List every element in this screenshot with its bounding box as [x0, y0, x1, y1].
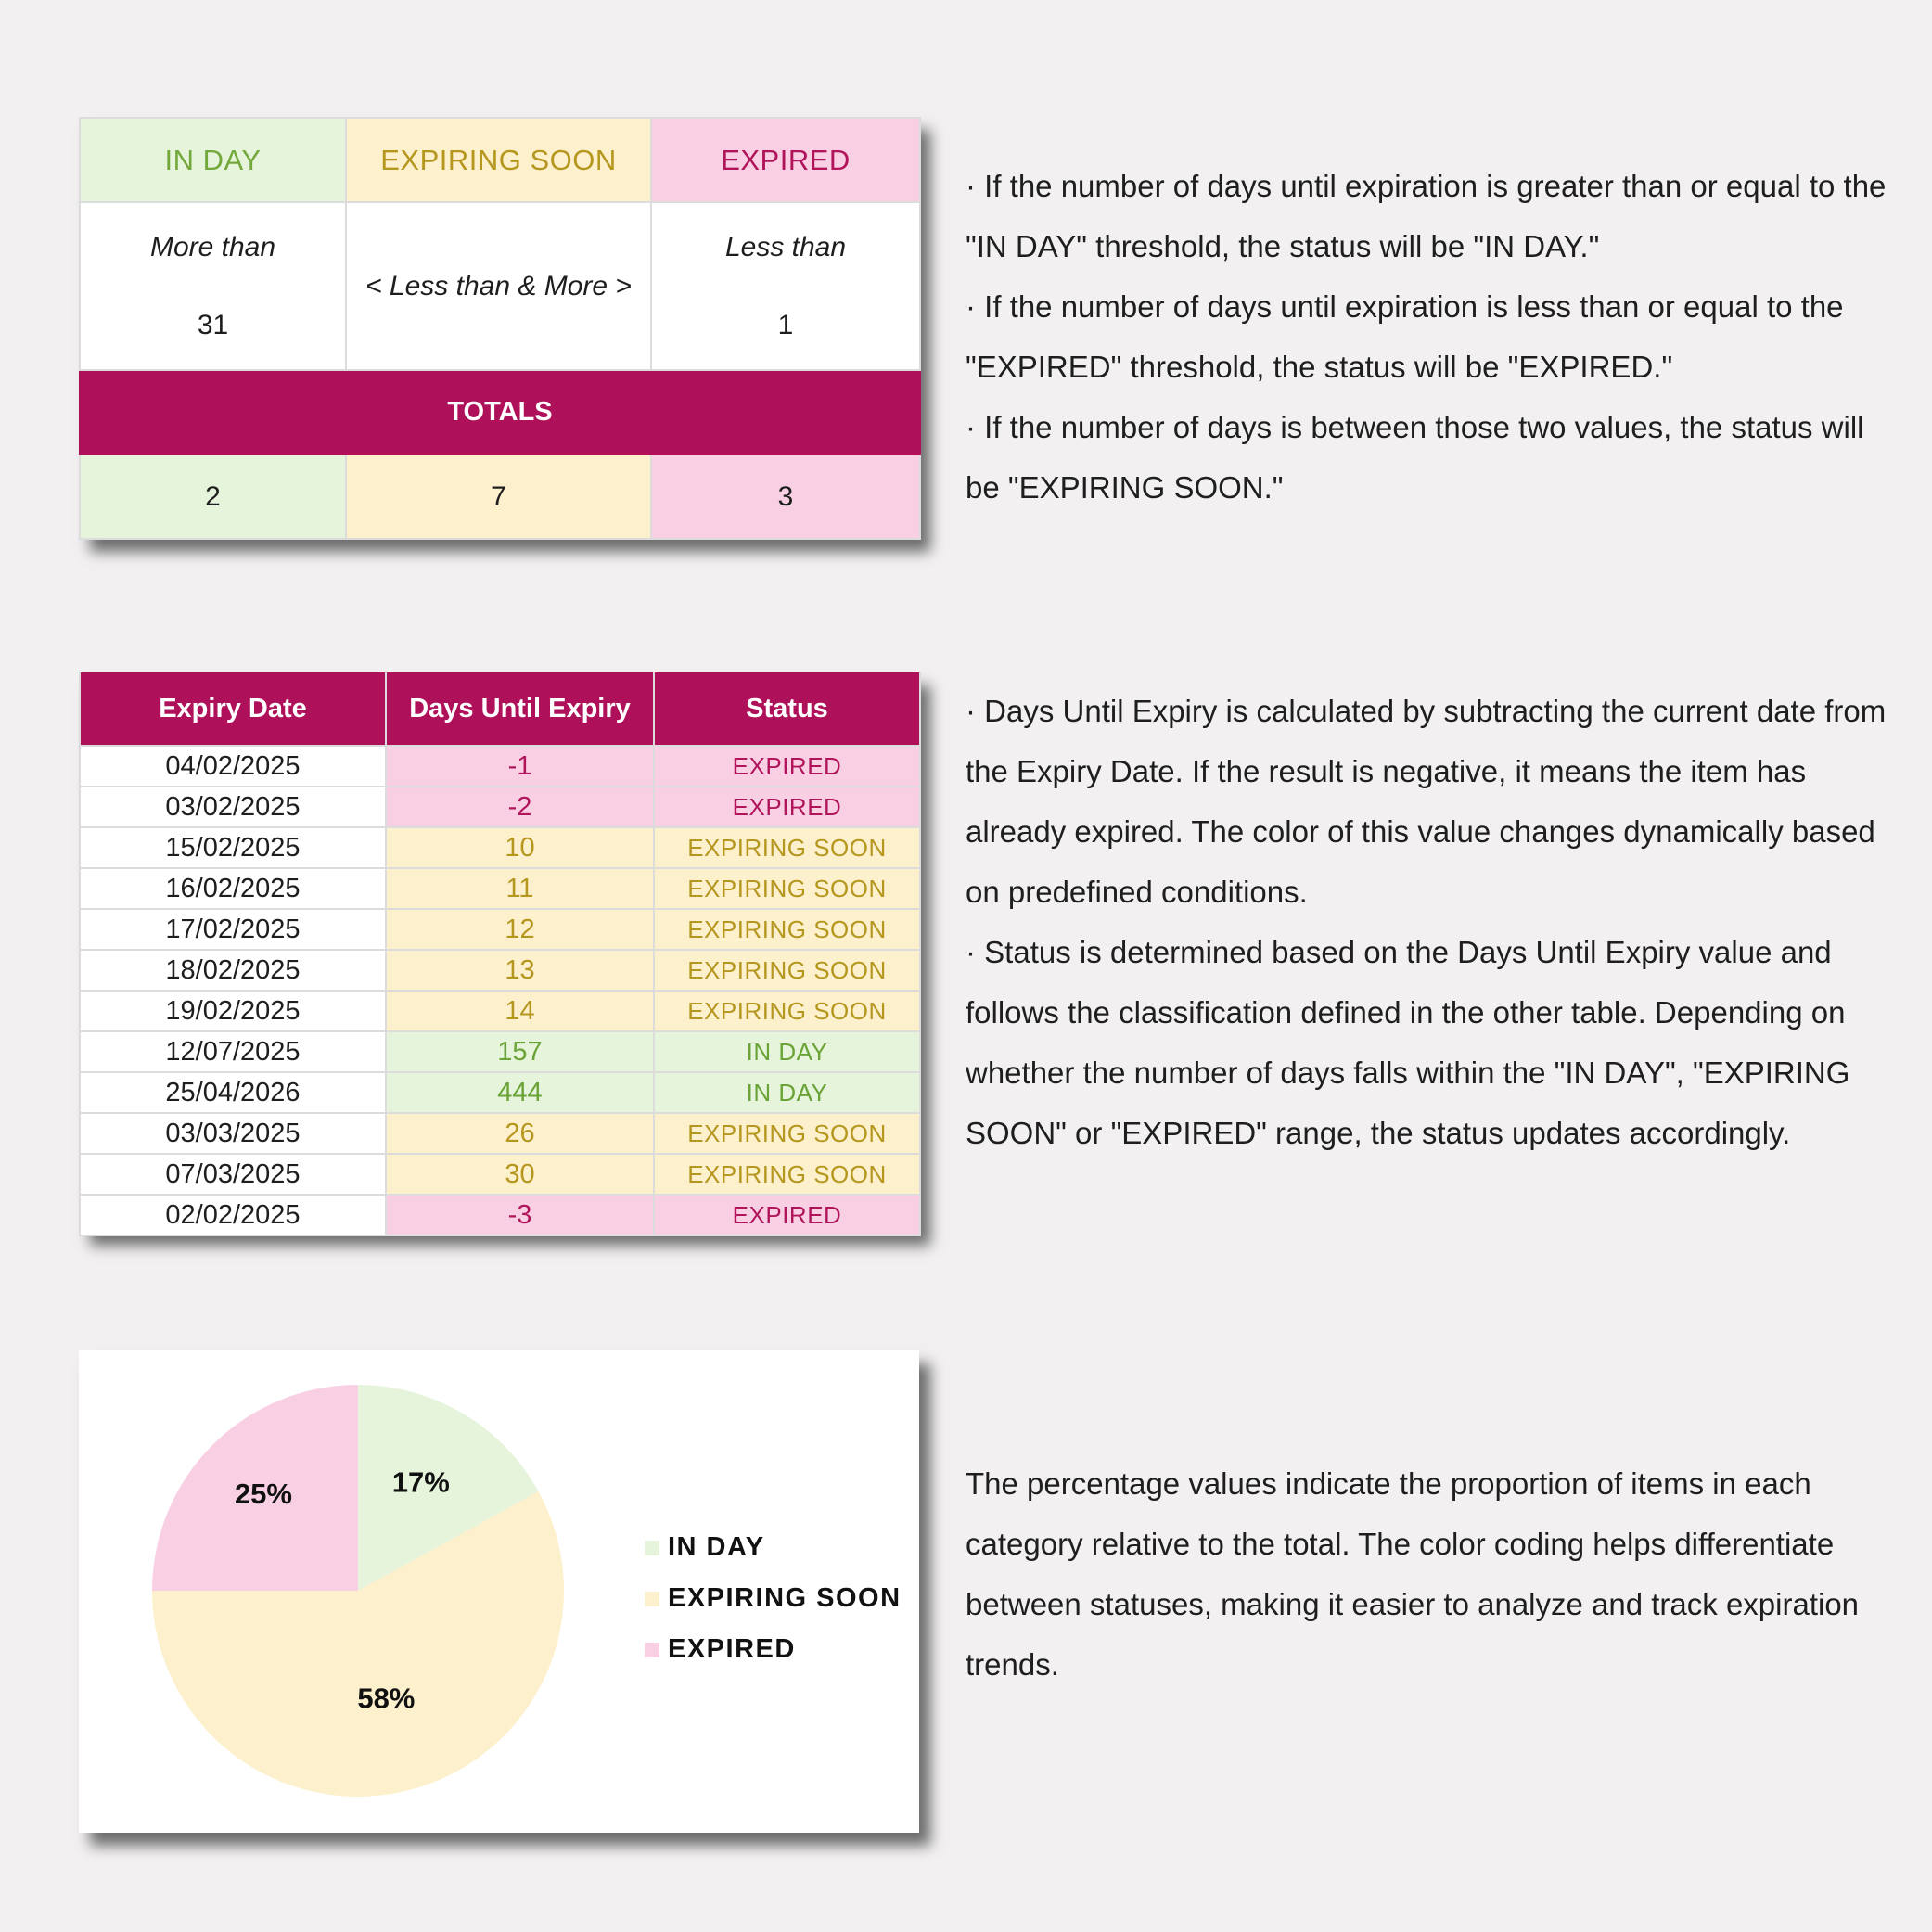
expiry-date-cell[interactable]: 04/02/2025 [80, 746, 386, 787]
legend-label-expiring-soon: EXPIRING SOON [668, 1583, 902, 1613]
expiry-date-cell[interactable]: 19/02/2025 [80, 991, 386, 1031]
days-until-expiry-cell: -2 [386, 787, 654, 827]
status-cell: EXPIRING SOON [654, 1154, 920, 1195]
threshold-table [79, 117, 921, 540]
expiry-table-body [80, 746, 920, 1235]
days-until-expiry-cell: 30 [386, 1154, 654, 1195]
expiry-date-cell[interactable]: 16/02/2025 [80, 868, 386, 909]
table-row [80, 950, 920, 991]
days-until-expiry-cell: 157 [386, 1031, 654, 1072]
days-until-expiry-cell: 12 [386, 909, 654, 950]
threshold-table-panel [79, 117, 919, 539]
legend-label-expired: EXPIRED [668, 1634, 796, 1664]
threshold-note-3: · If the number of days is between those two values, the status will be "EXPIRING SOON." [966, 410, 1864, 505]
chart-note-1: The percentage values indicate the proportion of items in each category relative to the total. The color coding helps differentiate between statuses, making it easier to analyze and track expiration trends. [966, 1466, 1860, 1682]
expiring-soon-threshold-cell [346, 202, 651, 370]
legend-swatch-in-day [645, 1541, 659, 1555]
status-pie-chart-panel[interactable] [79, 1350, 919, 1833]
status-cell: EXPIRING SOON [654, 991, 920, 1031]
legend-swatch-expired [645, 1643, 659, 1657]
threshold-notes [966, 156, 1893, 518]
in-day-threshold-cell[interactable] [80, 202, 346, 370]
table-row [80, 909, 920, 950]
days-until-expiry-cell: 26 [386, 1113, 654, 1154]
table-row [80, 787, 920, 827]
table-notes [966, 681, 1893, 1163]
expiry-date-cell[interactable]: 03/02/2025 [80, 787, 386, 827]
table-row [80, 1031, 920, 1072]
status-cell: EXPIRED [654, 746, 920, 787]
days-until-expiry-cell: 11 [386, 868, 654, 909]
table-row [80, 1195, 920, 1235]
column-header-status: Status [654, 672, 920, 746]
expiry-date-cell[interactable]: 15/02/2025 [80, 827, 386, 868]
status-cell: EXPIRING SOON [654, 950, 920, 991]
expired-threshold-cell[interactable] [651, 202, 920, 370]
in-day-threshold-label: More than [149, 231, 276, 262]
expired-threshold-value: 1 [777, 309, 794, 340]
in-day-threshold-value: 31 [197, 309, 229, 340]
status-pie-chart [79, 1350, 635, 1833]
table-row [80, 746, 920, 787]
days-until-expiry-cell: 13 [386, 950, 654, 991]
status-cell: EXPIRED [654, 1195, 920, 1235]
expiry-date-cell[interactable]: 18/02/2025 [80, 950, 386, 991]
expiry-date-cell[interactable]: 17/02/2025 [80, 909, 386, 950]
status-cell: IN DAY [654, 1072, 920, 1113]
days-until-expiry-cell: -1 [386, 746, 654, 787]
chart-notes [966, 1453, 1893, 1695]
expiry-date-cell[interactable]: 02/02/2025 [80, 1195, 386, 1235]
expiry-date-cell[interactable]: 03/03/2025 [80, 1113, 386, 1154]
expiry-date-cell[interactable]: 25/04/2026 [80, 1072, 386, 1113]
column-header-expiry-date: Expiry Date [80, 672, 386, 746]
column-header-days-until-expiry: Days Until Expiry [386, 672, 654, 746]
legend-label-in-day: IN DAY [668, 1532, 765, 1562]
days-until-expiry-cell: 14 [386, 991, 654, 1031]
pie-label-expiring-soon: 58% [357, 1682, 416, 1715]
expired-total: 3 [651, 454, 920, 539]
expired-threshold-label: Less than [724, 231, 847, 262]
legend-item-in-day [645, 1522, 902, 1573]
status-cell: EXPIRING SOON [654, 827, 920, 868]
expiry-table [79, 672, 921, 1236]
pie-label-expired: 25% [234, 1478, 292, 1511]
table-row [80, 1154, 920, 1195]
chart-legend [645, 1522, 902, 1675]
threshold-note-1: · If the number of days until expiration is greater than or equal to the "IN DAY" threshold, the status will be "IN DAY." [966, 169, 1887, 263]
expired-header: EXPIRED [651, 118, 920, 202]
days-until-expiry-cell: 10 [386, 827, 654, 868]
table-row [80, 868, 920, 909]
expiring-soon-threshold-label: < Less than & More > [365, 270, 632, 301]
legend-item-expiring-soon [645, 1573, 902, 1624]
table-note-1: · Days Until Expiry is calculated by subtracting the current date from the Expiry Date. If the result is negative, it means the item has already expired. The color of this value changes dynamically based on predefined conditions. [966, 694, 1887, 909]
legend-item-expired [645, 1624, 902, 1675]
threshold-note-2: · If the number of days until expiration is less than or equal to the "EXPIRED" threshold, the status will be "EXPIRED." [966, 289, 1844, 384]
expiring-soon-total: 7 [346, 454, 651, 539]
in-day-header: IN DAY [80, 118, 346, 202]
expiry-date-cell[interactable]: 12/07/2025 [80, 1031, 386, 1072]
status-cell: EXPIRING SOON [654, 909, 920, 950]
table-row [80, 991, 920, 1031]
in-day-total: 2 [80, 454, 346, 539]
status-cell: EXPIRED [654, 787, 920, 827]
status-cell: EXPIRING SOON [654, 1113, 920, 1154]
table-note-2: · Status is determined based on the Days Until Expiry value and follows the classification defined in the other table. Depending on whether the number of days falls within the "IN DAY", "EXPIRING SOON" or "EXPIRED" range, the status updates accordingly. [966, 935, 1850, 1150]
table-row [80, 1113, 920, 1154]
expiry-date-cell[interactable]: 07/03/2025 [80, 1154, 386, 1195]
legend-swatch-expiring-soon [645, 1592, 659, 1606]
pie-label-in-day: 17% [391, 1465, 450, 1499]
expiring-soon-header: EXPIRING SOON [346, 118, 651, 202]
days-until-expiry-cell: 444 [386, 1072, 654, 1113]
status-cell: IN DAY [654, 1031, 920, 1072]
expiry-table-panel [79, 672, 919, 1233]
totals-header: TOTALS [80, 370, 920, 454]
table-row [80, 827, 920, 868]
days-until-expiry-cell: -3 [386, 1195, 654, 1235]
table-row [80, 1072, 920, 1113]
status-cell: EXPIRING SOON [654, 868, 920, 909]
